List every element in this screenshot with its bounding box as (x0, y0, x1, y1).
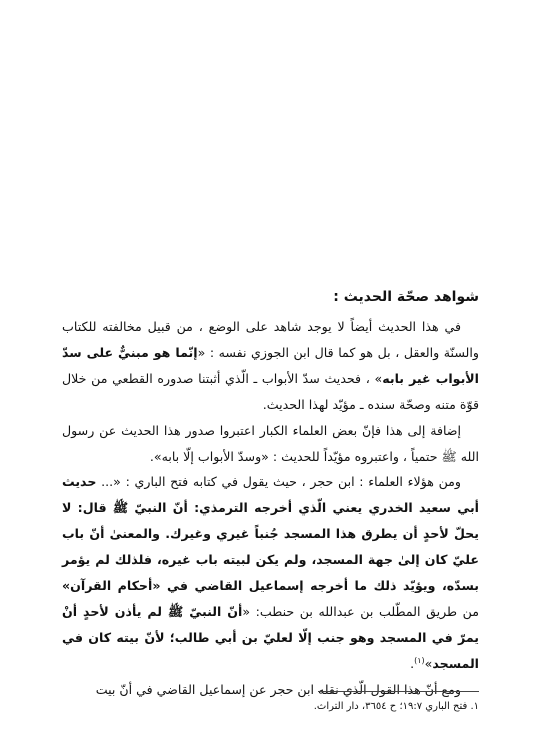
paragraph-4: ومع أنّ هذا القول الّذي نقله ابن حجر عن إسماعيل القاضي في أنّ بيت (95, 681, 461, 697)
paragraph-1 (62, 314, 479, 418)
p1-quote: إنّما هو مبنيٌّ على سدّ الأبواب غير بابه (62, 344, 480, 386)
paragraph-3 (62, 469, 479, 676)
p1-text-b: » ، فحديث سدّ الأبواب ـ الّذي أثبتنا صدوره القطعي من خلال قوّة متنه وصحّة سنده ـ مؤيّد لهذا الحديث. (62, 370, 479, 412)
p3-quote-2: أنّ النبيّ ﷺ لم يأذن لأحدٍ أنْ يمرّ في المسجد وهو جنب إلّا لعليّ بن أبي طالب؛ لأنّ بيته كان في المسجد (62, 603, 479, 671)
paragraph-2: إضافة إلى هذا فإنّ بعض العلماء الكبار اعتبروا صدور هذا الحديث عن رسول الله ﷺ حتمياً ، واعتبروه مؤيّداً للحديث : «وسدّ الأبواب إلّا بابه». (62, 422, 479, 464)
footnote-divider (318, 691, 479, 692)
p3-text-a: ومن هؤلاء العلماء : ابن حجر ، حيث يقول في كتابه فتح الباري : «... (96, 474, 461, 490)
p3-text-c: من طريق المطّلب بن عبدالله بن حنطب: « (242, 603, 479, 619)
footnote-ref[interactable]: (١) (414, 655, 425, 665)
footnote: ١. فتح الباري ١٩:٧؛ ح ٣٦٥٤، دار التراث. (313, 701, 479, 712)
p1-text-a: في هذا الحديث أيضاً لا يوجد شاهد على الوضع ، من قبيل مخالفته للكتاب والسنّة والعقل ، بل هو كما قال ابن الجوزي نفسه : « (62, 319, 479, 360)
section-heading: شواهد صحّة الحديث : (333, 289, 479, 305)
p3-quote-1: حديث أبي سعيد الخدري يعني الّذي أخرجه الترمذي: أنّ النبيّ ﷺ قال: لا يحلّ لأحدٍ أن يطرق هذا المسجد جُنباً غيري وغيرك. والمعنىٰ أنّ باب عليّ كان إلىٰ جهة المسجد، ولم يكن لبيته باب غيره، فلذلك لم يؤمر بسدّه، ويؤيّد ذلك ما أخرجه إسماعيل القاضي في «أحكام القرآن» (62, 474, 479, 594)
p3-text-e: . (410, 655, 415, 671)
p3-text-d: » (424, 655, 433, 671)
page-content (62, 284, 479, 703)
